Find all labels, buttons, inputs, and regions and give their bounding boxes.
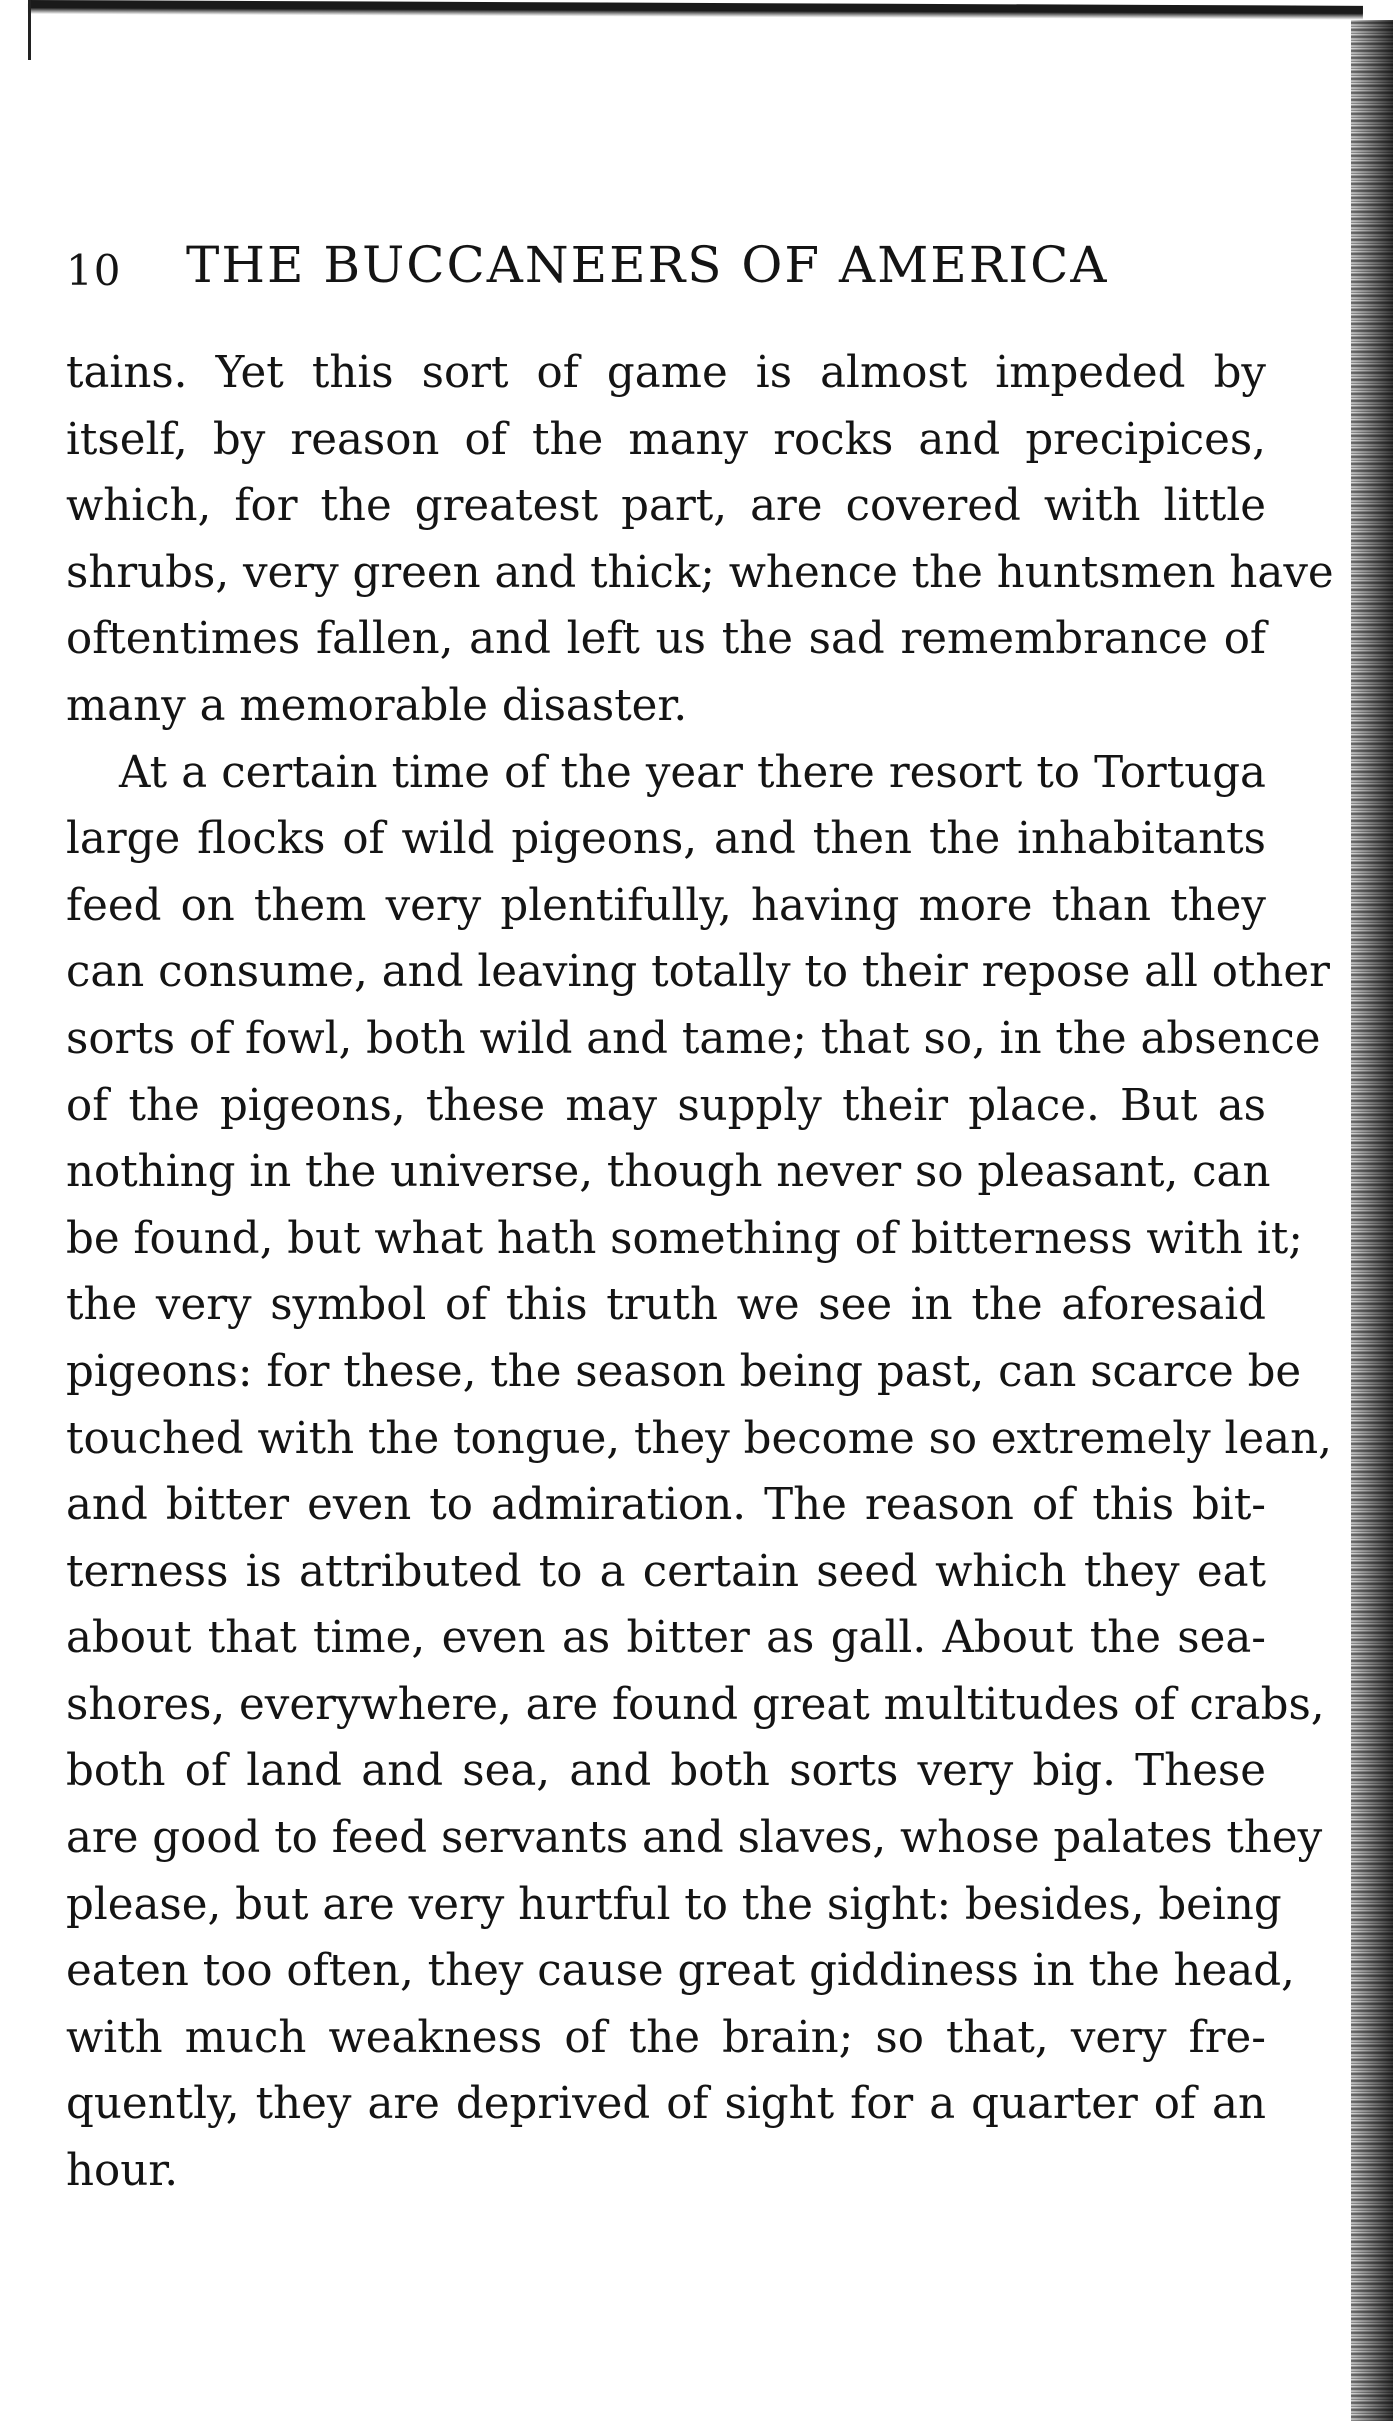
text-line: hour.: [66, 2146, 179, 2197]
text-line: feed on them very plentifully, having more than they: [66, 880, 1266, 931]
text-line: can consume, and leaving totally to their repose all other: [66, 947, 1330, 998]
text-line: sorts of fowl, both wild and tame; that so, in the absence: [66, 1013, 1321, 1064]
text-line: eaten too often, they cause great giddiness in the head,: [66, 1946, 1295, 1997]
text-line: both of land and sea, and both sorts very big. These: [66, 1746, 1266, 1797]
text-line: the very symbol of this truth we see in the aforesaid: [66, 1280, 1266, 1331]
text-line: At a certain time of the year there resort to Tortuga: [119, 747, 1266, 798]
text-line: terness is attributed to a certain seed which they eat: [66, 1546, 1266, 1597]
text-line: oftentimes fallen, and left us the sad remembrance of: [66, 614, 1266, 665]
body-text: [66, 340, 1334, 2205]
scan-left-edge: [28, 0, 31, 60]
text-line: large flocks of wild pigeons, and then the inhabitants: [66, 814, 1266, 865]
text-line: about that time, even as bitter as gall. About the sea-: [66, 1613, 1266, 1664]
text-line: shores, everywhere, are found great multitudes of crabs,: [66, 1679, 1325, 1730]
text-line: nothing in the universe, though never so pleasant, can: [66, 1147, 1271, 1198]
text-line: and bitter even to admiration. The reason of this bit-: [66, 1480, 1266, 1531]
page-header: [66, 236, 1186, 306]
page-number: 10: [66, 246, 122, 295]
text-line: tains. Yet this sort of game is almost impeded by: [66, 348, 1266, 398]
paragraph-2: [66, 740, 1332, 2205]
paragraph-1: [66, 340, 1334, 740]
text-line: shrubs, very green and thick; whence the huntsmen have: [66, 547, 1334, 598]
text-line: itself, by reason of the many rocks and precipices,: [66, 414, 1266, 465]
text-line: quently, they are deprived of sight for a quarter of an: [66, 2079, 1266, 2130]
scan-top-edge: [28, 0, 1363, 20]
running-head: THE BUCCANEERS OF AMERICA: [186, 236, 1109, 294]
text-line: pigeons: for these, the season being past, can scarce be: [66, 1346, 1302, 1397]
text-line: be found, but what hath something of bitterness with it;: [66, 1213, 1303, 1264]
text-line: touched with the tongue, they become so extremely lean,: [66, 1413, 1332, 1464]
text-line: of the pigeons, these may supply their place. But as: [66, 1080, 1266, 1131]
scan-right-edge: [1351, 20, 1393, 2421]
text-line: with much weakness of the brain; so that, very fre-: [66, 2012, 1266, 2063]
text-line: many a memorable disaster.: [66, 680, 688, 731]
text-line: are good to feed servants and slaves, whose palates they: [66, 1813, 1323, 1864]
text-line: please, but are very hurtful to the sight: besides, being: [66, 1879, 1282, 1930]
text-line: which, for the greatest part, are covered with little: [66, 481, 1266, 532]
